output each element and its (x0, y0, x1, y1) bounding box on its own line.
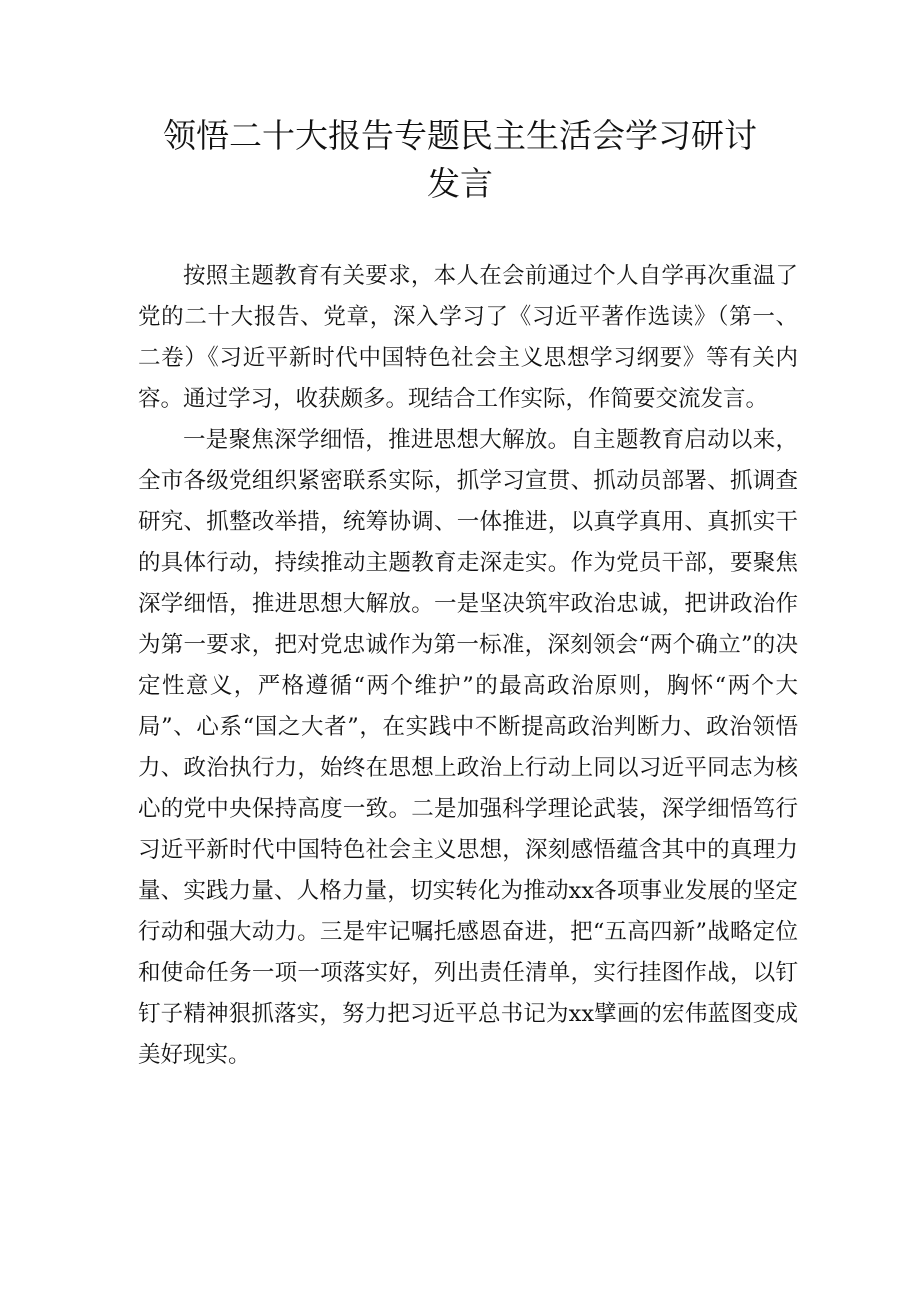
paragraph-section-1: 一是聚焦深学细悟，推进思想大解放。自主题教育启动以来，全市各级党组织紧密联系实际，抓学习宣贯、抓动员部署、抓调查研究、抓整改举措，统筹协调、一体推进，以真学真用、真抓实干的具体行动，持续推动主题教育走深走实。作为党员干部，要聚焦深学细悟，推进思想大解放。一是坚决筑牢政治忠诚，把讲政治作为第一要求，把对党忠诚作为第一标准，深刻领会“两个确立”的决定性意义，严格遵循“两个维护”的最高政治原则，胸怀“两个大局”、心系“国之大者”，在实践中不断提高政治判断力、政治领悟力、政治执行力，始终在思想上政治上行动上同以习近平同志为核心的党中央保持高度一致。二是加强科学理论武装，深学细悟笃行习近平新时代中国特色社会主义思想，深刻感悟蕴含其中的真理力量、实践力量、人格力量，切实转化为推动xx各项事业发展的坚定行动和强大动力。三是牢记嘱托感恩奋进，把“五高四新”战略定位和使命任务一项一项落实好，列出责任清单，实行挂图作战，以钉钉子精神狠抓落实，努力把习近平总书记为xx擘画的宏伟蓝图变成美好现实。 (138, 427, 798, 1068)
paragraph-intro: 按照主题教育有关要求，本人在会前通过个人自学再次重温了党的二十大报告、党章，深入学习了《习近平著作选读》（第一、二卷）《习近平新时代中国特色社会主义思想学习纲要》等有关内容。通过学习，收获颇多。现结合工作实际，作简要交流发言。 (138, 263, 798, 412)
document-title (0, 112, 920, 208)
title-line-1: 领悟二十大报告专题民主生活会学习研讨 (163, 116, 757, 155)
document-body (138, 256, 798, 1076)
title-line-2: 发言 (427, 164, 493, 203)
